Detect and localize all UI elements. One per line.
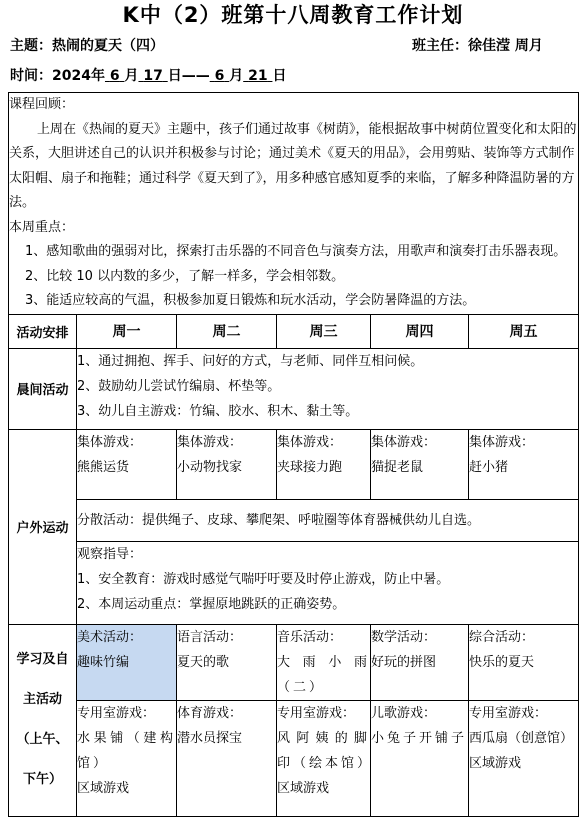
lesson-tue: 语言活动： 夏天的歌 [177,624,277,700]
room-wed: 专用室游戏： 风阿姨的脚印（绘本馆） 区域游戏 [277,700,371,816]
lesson-mon: 美术活动： 趣味竹编 [77,624,177,700]
outdoor-games-row [9,429,579,499]
morning-item: 2、鼓励幼儿尝试竹编扇、杯垫等。 [77,378,281,394]
review-row [9,93,579,315]
focus-heading: 本周重点： [9,219,75,235]
room-thu: 儿歌游戏： 小兔子开铺子 [371,700,469,816]
time-sep: 日—— [167,68,210,84]
time-month-char: 月 [124,68,139,84]
review-heading: 课程回顾： [9,97,75,112]
focus-item: 3、能适应较高的气温，积极参加夏日锻炼和玩水活动，学会防暑降温的方法。 [25,293,476,308]
day-tuesday: 周二 [177,314,277,348]
review-cell [9,93,579,315]
morning-item: 1、通过拥抱、挥手、问好的方式，与老师、同伴互相问候。 [77,353,424,369]
schedule-header-row [9,314,579,348]
focus-item: 2、比较 10 以内数的多少，了解一样多，学会相邻数。 [25,268,345,284]
time-month-start: 6 [109,68,120,84]
room-mon: 专用室游戏： 水果铺（建构馆） 区域游戏 [77,700,177,816]
room-fri: 专用室游戏： 西瓜扇（创意馆） 区域游戏 [469,700,579,816]
time-year: 2024年 [52,68,105,84]
focus-item: 1、感知歌曲的强弱对比，探索打击乐器的不同音色与演奏方法，用歌声和演奏打击乐器表现。 [25,244,567,259]
study-lessons-row [9,624,579,700]
guidance-item: 1、安全教育：游戏时感觉气喘吁吁要及时停止游戏，防止中暑。 [77,571,450,587]
plan-table [8,92,579,817]
day-friday: 周五 [469,314,579,348]
teacher-line [412,36,543,56]
group-game-mon: 集体游戏： 熊熊运货 [77,429,177,499]
morning-item: 3、幼儿自主游戏：竹编、胶水、积木、黏土等。 [77,403,359,419]
time-month-char-2: 月 [229,68,244,84]
outdoor-free-row [9,499,579,541]
study-label: 学习及自 主活动 （上午、 下午） [9,624,77,816]
group-game-tue: 集体游戏： 小动物找家 [177,429,277,499]
day-thursday: 周四 [371,314,469,348]
page-title: K中（2）班第十八周教育工作计划 [122,3,464,27]
group-game-thu: 集体游戏： 猫捉老鼠 [371,429,469,499]
guidance-item: 2、本周运动重点：掌握原地跳跃的正确姿势。 [77,596,346,612]
group-game-wed: 集体游戏： 夹球接力跑 [277,429,371,499]
review-paragraph: 上周在《热闹的夏天》主题中，孩子们通过故事《树荫》，能根据故事中树荫位置变化和太阳的关系，大胆讲述自己的认识并积极参与讨论；通过美术《夏天的用品》，会用剪贴、装饰等方式制作太阳帽、扇子和拖鞋；通过科学《夏天到了》，用多种感官感知夏季的来临，了解多种降温防暑的方法。 [9,121,577,210]
study-rooms-row [9,700,579,816]
day-monday: 周一 [77,314,177,348]
time-day-start: 17 [143,68,163,84]
time-end-char: 日 [272,68,287,84]
outdoor-label: 户外运动 [9,429,77,624]
time-label: 时间： [10,68,52,84]
lesson-thu: 数学活动： 好玩的拼图 [371,624,469,700]
lesson-wed: 音乐活动： 大 雨 小 雨（二） [277,624,371,700]
time-line [10,66,286,86]
teacher-label: 班主任： [412,38,468,54]
morning-label: 晨间活动 [9,348,77,429]
teacher-value: 徐佳滢 周月 [468,38,543,54]
room-tue: 体育游戏： 潜水员探宝 [177,700,277,816]
day-wednesday: 周三 [277,314,371,348]
free-activity: 分散活动：提供绳子、皮球、攀爬架、呼啦圈等体育器械供幼儿自选。 [77,499,579,541]
schedule-label: 活动安排 [9,314,77,348]
time-day-end: 21 [248,68,268,84]
theme-label: 主题： [10,38,52,54]
theme-value: 热闹的夏天（四） [52,38,164,54]
time-month-end: 6 [214,68,225,84]
theme-line [10,36,164,56]
guidance-cell [77,541,579,624]
guidance-heading: 观察指导： [77,546,143,562]
group-game-fri: 集体游戏： 赶小猪 [469,429,579,499]
lesson-fri: 综合活动： 快乐的夏天 [469,624,579,700]
morning-cell [77,348,579,429]
morning-row [9,348,579,429]
outdoor-guidance-row [9,541,579,624]
